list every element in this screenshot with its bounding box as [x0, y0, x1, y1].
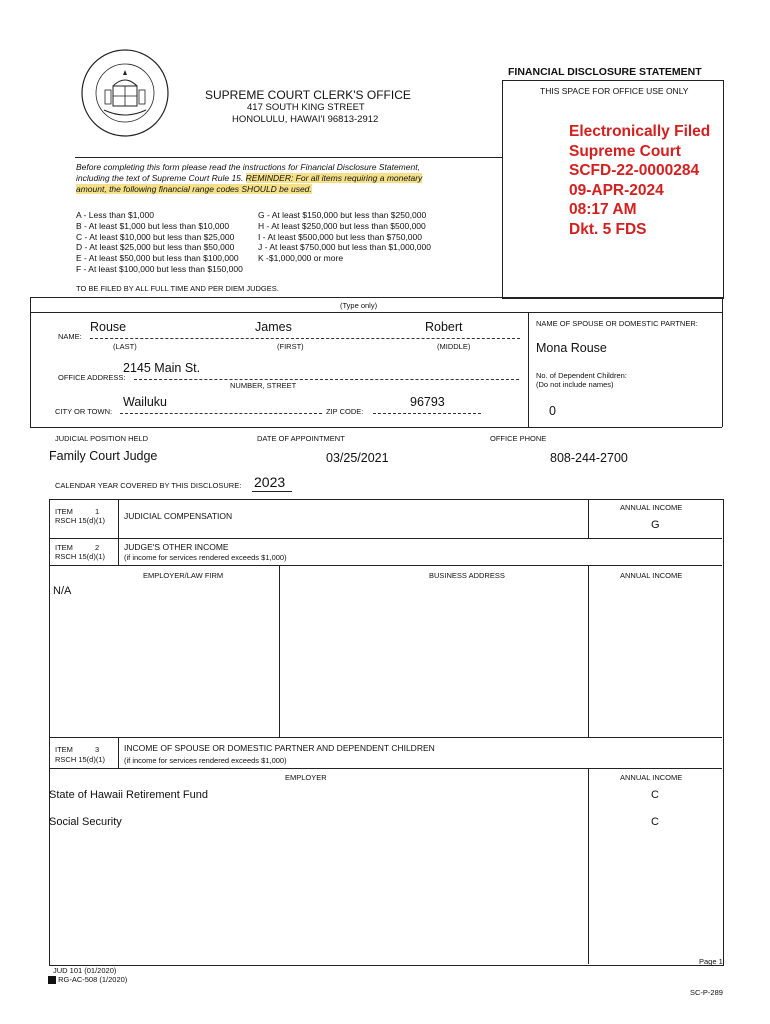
item1-rule: RSCH 15(d)(1)	[55, 516, 106, 525]
instructions	[76, 162, 422, 195]
divider	[118, 538, 119, 565]
divider	[279, 565, 280, 737]
item1-item	[55, 507, 99, 516]
range-code: A - Less than $1,000	[76, 210, 154, 220]
instructions-line: including the text of Supreme Court Rule 15.	[76, 173, 246, 183]
divider	[588, 565, 589, 737]
item2-subtitle: (if income for services rendered exceeds $1,000)	[124, 553, 287, 562]
item3-row-income: C	[651, 816, 659, 828]
range-code: K -$1,000,000 or more	[258, 253, 344, 264]
appointment-value: 03/25/2021	[326, 451, 389, 465]
item2-item	[55, 543, 99, 552]
form-title: FINANCIAL DISCLOSURE STATEMENT	[508, 66, 702, 78]
divider	[30, 312, 722, 313]
item3-item	[55, 745, 99, 754]
range-code: E - At least $50,000 but less than $100,000	[76, 253, 239, 264]
item-number: 3	[95, 745, 100, 754]
office-use-label: THIS SPACE FOR OFFICE USE ONLY	[540, 86, 689, 96]
divider	[75, 157, 502, 158]
filed-by-note: TO BE FILED BY ALL FULL TIME AND PER DIEM JUDGES.	[76, 284, 279, 293]
item3-row-income: C	[651, 789, 659, 801]
divider	[588, 768, 589, 964]
stamp-line: 09-APR-2024	[569, 181, 664, 199]
divider	[30, 427, 722, 428]
divider	[49, 768, 722, 769]
zip-underline	[373, 413, 481, 414]
dependents-value: 0	[549, 404, 556, 418]
address-underline	[134, 379, 519, 380]
item3-subtitle: (if income for services rendered exceeds $1,000)	[124, 756, 287, 765]
last-label: (LAST)	[113, 342, 137, 351]
office-address-line1: 417 SOUTH KING STREET	[247, 102, 365, 113]
range-code: D - At least $25,000 but less than $50,000	[76, 242, 235, 253]
page-number: Page 1	[699, 957, 723, 966]
position-value: Family Court Judge	[49, 449, 158, 463]
form-number-2-text: RG-AC-508 (1/2020)	[58, 975, 128, 984]
range-codes-left	[76, 210, 243, 275]
instructions-line: amount, the following financial range codes SHOULD be used.	[76, 184, 312, 194]
divider	[528, 312, 529, 427]
office-address-line2: HONOLULU, HAWAI'I 96813-2912	[232, 114, 379, 125]
office-address-value: 2145 Main St.	[123, 361, 201, 375]
year-value: 2023	[254, 474, 286, 490]
item-label: ITEM	[55, 507, 73, 516]
divider	[49, 538, 722, 539]
type-only-label: (Type only)	[340, 301, 378, 310]
item-number: 1	[95, 507, 100, 516]
item2-entry: N/A	[53, 585, 72, 597]
item2-title: JUDGE'S OTHER INCOME	[124, 542, 229, 552]
divider	[118, 499, 119, 538]
form-number: JUD 101 (01/2020)	[53, 966, 117, 975]
range-code: B - At least $1,000 but less than $10,000	[76, 220, 230, 231]
name-underline	[90, 338, 520, 339]
divider	[49, 737, 722, 738]
first-name-value: James	[255, 320, 292, 334]
item2-col-income: ANNUAL INCOME	[620, 571, 683, 580]
city-value: Wailuku	[123, 395, 167, 409]
item2-rule: RSCH 15(d)(1)	[55, 552, 106, 561]
city-label: CITY OR TOWN:	[55, 407, 113, 416]
accessibility-icon	[48, 976, 56, 984]
last-name-value: Rouse	[90, 320, 127, 334]
item3-col-employer: EMPLOYER	[285, 773, 327, 782]
range-code: F - At least $100,000 but less than $150,000	[76, 263, 243, 274]
document-code: SC-P-289	[690, 988, 723, 997]
divider	[722, 297, 723, 427]
first-label: (FIRST)	[277, 342, 304, 351]
item2-col-address: BUSINESS ADDRESS	[429, 571, 505, 580]
item1-income-value: G	[651, 519, 660, 531]
range-code: H - At least $250,000 but less than $500,000	[258, 220, 426, 231]
range-code: C - At least $10,000 but less than $25,000	[76, 231, 235, 242]
middle-label: (MIDDLE)	[437, 342, 471, 351]
spouse-label: NAME OF SPOUSE OR DOMESTIC PARTNER:	[536, 319, 698, 328]
stamp-line: SCFD-22-0000284	[569, 162, 700, 179]
phone-value: 808-244-2700	[550, 451, 628, 465]
phone-label: OFFICE PHONE	[490, 434, 547, 443]
appointment-label: DATE OF APPOINTMENT	[257, 434, 345, 443]
item-label: ITEM	[55, 745, 73, 754]
reminder-text: REMINDER: For all items requiring a monetary	[245, 173, 423, 183]
filing-stamp	[569, 122, 710, 239]
item-label: ITEM	[55, 543, 73, 552]
item1-income-label: ANNUAL INCOME	[620, 503, 683, 512]
range-code: I - At least $500,000 but less than $750,000	[258, 231, 422, 242]
spouse-value: Mona Rouse	[536, 341, 607, 355]
address-sub-label: NUMBER, STREET	[230, 381, 297, 390]
divider	[49, 565, 722, 566]
stamp-line: Dkt. 5 FDS	[569, 220, 647, 238]
stamp-line: 08:17 AM	[569, 201, 637, 218]
divider	[30, 297, 722, 298]
range-code: G - At least $150,000 but less than $250,000	[258, 210, 427, 220]
item3-row-employer: Social Security	[49, 816, 122, 828]
range-code: J - At least $750,000 but less than $1,000,000	[258, 242, 431, 253]
zip-value: 96793	[410, 395, 445, 409]
position-label: JUDICIAL POSITION HELD	[55, 434, 149, 443]
item3-title: INCOME OF SPOUSE OR DOMESTIC PARTNER AND DEPENDENT CHILDREN	[124, 743, 435, 753]
items-table	[49, 499, 724, 966]
item1-title: JUDICIAL COMPENSATION	[124, 511, 233, 521]
item-number: 2	[95, 543, 100, 552]
item3-rule: RSCH 15(d)(1)	[55, 755, 106, 764]
stamp-line: Electronically Filed	[569, 123, 711, 140]
office-address-label: OFFICE ADDRESS:	[58, 373, 126, 382]
range-codes-right	[258, 210, 431, 264]
court-seal	[80, 48, 170, 138]
name-label: NAME:	[58, 332, 82, 341]
office-name: SUPREME COURT CLERK'S OFFICE	[205, 88, 411, 102]
item3-row-employer: State of Hawaii Retirement Fund	[49, 789, 208, 801]
form-number-2	[48, 975, 127, 984]
divider	[118, 737, 119, 768]
instructions-line: Before completing this form please read the instructions for Financial Disclosure Statement,	[76, 162, 420, 172]
dependents-label: No. of Dependent Children:	[536, 371, 627, 380]
divider	[588, 499, 589, 538]
year-label: CALENDAR YEAR COVERED BY THIS DISCLOSURE:	[55, 481, 242, 490]
city-underline	[120, 413, 322, 414]
item3-col-income: ANNUAL INCOME	[620, 773, 683, 782]
divider	[30, 297, 31, 427]
middle-name-value: Robert	[425, 320, 463, 334]
item2-col-employer: EMPLOYER/LAW FIRM	[143, 571, 224, 580]
stamp-line: Supreme Court	[569, 142, 681, 160]
year-underline	[252, 491, 292, 492]
dependents-note: (Do not include names)	[536, 380, 614, 389]
zip-label: ZIP CODE:	[326, 407, 364, 416]
